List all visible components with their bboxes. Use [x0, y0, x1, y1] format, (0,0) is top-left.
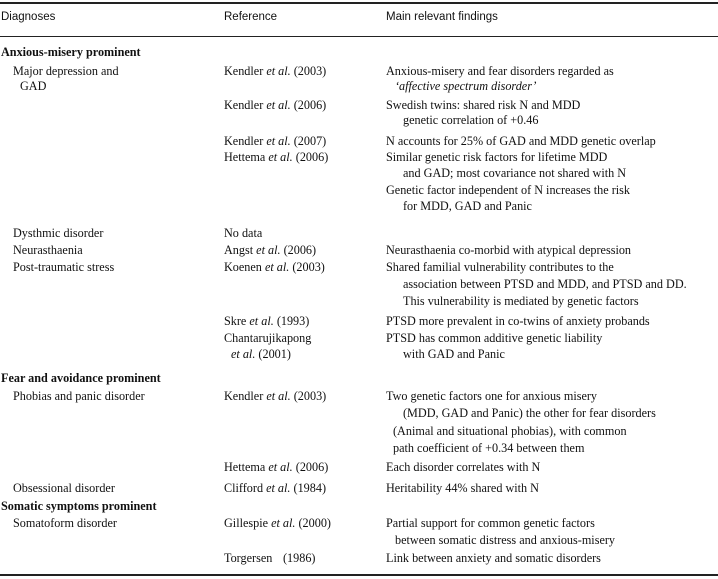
diagnosis-cell: Somatoform disorder [13, 516, 117, 530]
reference-cell: Angst et al. (2006) [224, 243, 317, 257]
diagnosis-cell: Post-traumatic stress [13, 260, 115, 274]
findings-cell: Shared familial vulnerability contributes to the [386, 260, 614, 274]
findings-cell: Similar genetic risk factors for lifetime MDD [386, 150, 608, 164]
findings-cell: (Animal and situational phobias), with common [393, 424, 627, 438]
findings-cell: N accounts for 25% of GAD and MDD genetic overlap [386, 134, 656, 148]
reference-cell: Clifford et al. (1984) [224, 481, 327, 495]
findings-cell: for MDD, GAD and Panic [403, 199, 532, 213]
reference-cell: Kendler et al. (2003) [224, 389, 327, 403]
reference-cell: Gillespie et al. (2000) [224, 516, 331, 530]
findings-cell: Each disorder correlates with N [386, 460, 541, 474]
findings-cell: This vulnerability is mediated by genetic factors [403, 294, 639, 308]
reference-cell: Torgersen [224, 551, 273, 565]
findings-cell: Genetic factor independent of N increases the risk [386, 183, 630, 197]
section-fear-avoidance: Fear and avoidance prominent [1, 371, 161, 385]
findings-cell: and GAD; most covariance not shared with N [403, 166, 627, 180]
diagnosis-cell: Major depression and [13, 64, 119, 78]
reference-cell: (1986) [283, 551, 316, 565]
findings-cell: (MDD, GAD and Panic) the other for fear disorders [403, 406, 656, 420]
findings-cell: Link between anxiety and somatic disorders [386, 551, 601, 565]
section-anxious-misery: Anxious-misery prominent [1, 45, 141, 59]
findings-cell: PTSD more prevalent in co-twins of anxiety probands [386, 314, 650, 328]
findings-cell: Anxious-misery and fear disorders regarded as [386, 64, 614, 78]
reference-cell: Kendler et al. (2007) [224, 134, 327, 148]
reference-cell: Kendler et al. (2003) [224, 64, 327, 78]
reference-cell: Hettema et al. (2006) [224, 460, 329, 474]
diagnosis-cell: GAD [20, 79, 47, 93]
findings-cell: Neurasthaenia co-morbid with atypical depression [386, 243, 632, 257]
diagnosis-cell: Neurasthaenia [13, 243, 83, 257]
reference-cell: Kendler et al. (2006) [224, 98, 327, 112]
diagnosis-cell: Phobias and panic disorder [13, 389, 145, 403]
reference-cell: Chantarujikapong [224, 331, 312, 345]
findings-cell: association between PTSD and MDD, and PTSD and DD. [403, 277, 687, 291]
findings-cell: path coefficient of +0.34 between them [393, 441, 585, 455]
diagnosis-cell: Obsessional disorder [13, 481, 115, 495]
bottom-rule [0, 574, 718, 576]
findings-cell: Swedish twins: shared risk N and MDD [386, 98, 581, 112]
header-diagnoses: Diagnoses [1, 11, 56, 23]
findings-cell: between somatic distress and anxious-misery [395, 533, 615, 547]
reference-cell: Koenen et al. (2003) [224, 260, 325, 274]
header-reference: Reference [224, 11, 278, 23]
diagnosis-cell: Dysthmic disorder [13, 226, 104, 240]
findings-cell: Two genetic factors one for anxious misery [386, 389, 598, 403]
findings-cell: genetic correlation of +0.46 [403, 113, 539, 127]
reference-cell: et al. (2001) [231, 347, 291, 361]
findings-cell: with GAD and Panic [403, 347, 505, 361]
header-rule [0, 36, 718, 37]
reference-cell: No data [224, 226, 263, 240]
findings-cell: ‘affective spectrum disorder’ [395, 79, 537, 93]
header-findings: Main relevant findings [386, 11, 498, 23]
findings-cell: PTSD has common additive genetic liability [386, 331, 603, 345]
top-rule [0, 2, 718, 4]
reference-cell: Hettema et al. (2006) [224, 150, 329, 164]
findings-cell: Partial support for common genetic factors [386, 516, 595, 530]
reference-cell: Skre et al. (1993) [224, 314, 310, 328]
section-somatic-symptoms: Somatic symptoms prominent [1, 499, 157, 513]
findings-cell: Heritability 44% shared with N [386, 481, 539, 495]
